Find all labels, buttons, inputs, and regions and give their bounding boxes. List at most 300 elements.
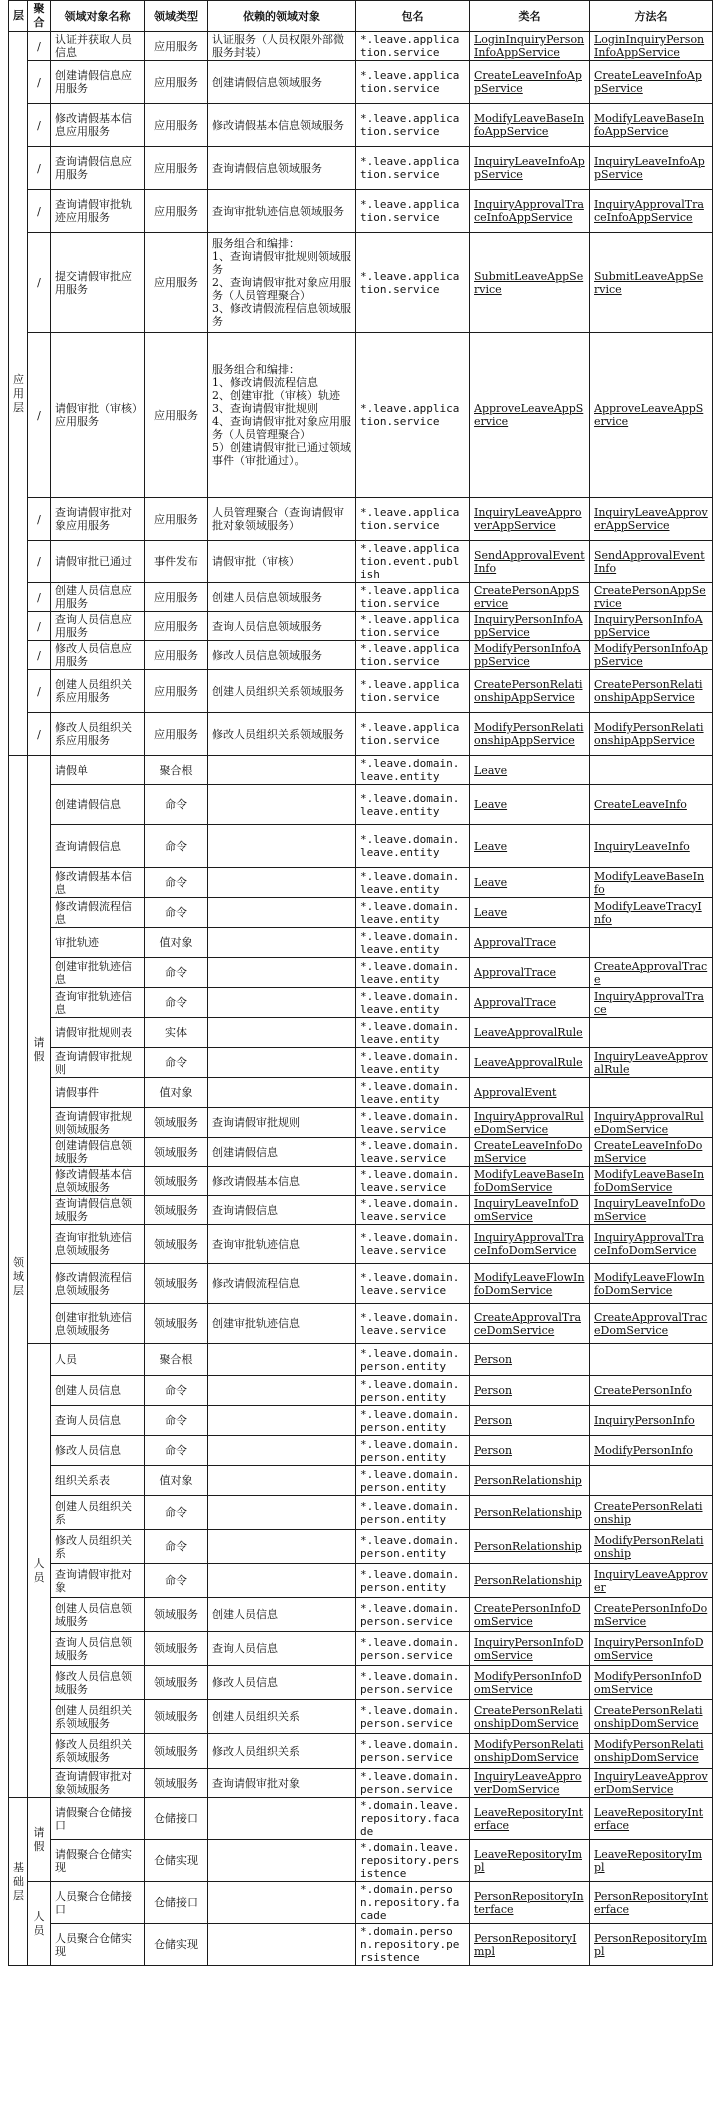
dependency-cell: 查询请假信息领域服务 — [208, 147, 356, 190]
class-name-cell: ApprovalTrace — [470, 958, 590, 988]
class-name-cell: InquiryApprovalTraceInfoDomService — [470, 1225, 590, 1264]
table-row — [9, 1496, 713, 1530]
method-name-cell: CreatePersonAppService — [590, 583, 713, 612]
domain-type-cell: 应用服务 — [145, 641, 208, 670]
class-name-cell: PersonRelationship — [470, 1530, 590, 1564]
table-row — [9, 1078, 713, 1108]
domain-type-cell: 领域服务 — [145, 1196, 208, 1225]
object-name-cell: 组织关系表 — [51, 1466, 145, 1496]
class-name-cell: CreateLeaveInfoAppService — [470, 61, 590, 104]
dependency-cell: 修改请假流程信息 — [208, 1264, 356, 1304]
package-cell: *.leave.domain.person.service — [356, 1598, 470, 1632]
object-name-cell: 创建人员组织关系应用服务 — [51, 670, 145, 713]
table-row — [9, 958, 713, 988]
method-name-cell: ModifyPersonRelationship — [590, 1530, 713, 1564]
method-name-cell: ModifyLeaveBaseInfoAppService — [590, 104, 713, 147]
class-name-cell: PersonRepositoryInterface — [470, 1882, 590, 1924]
dependency-cell — [208, 898, 356, 928]
class-name-cell: SendApprovalEventInfo — [470, 541, 590, 583]
table-row — [9, 61, 713, 104]
table-row — [9, 147, 713, 190]
package-cell: *.leave.domain.leave.service — [356, 1304, 470, 1344]
object-name-cell: 创建审批轨迹信息领域服务 — [51, 1304, 145, 1344]
dependency-cell — [208, 1078, 356, 1108]
object-name-cell: 查询请假审批规则领域服务 — [51, 1108, 145, 1138]
class-name-cell: PersonRelationship — [470, 1564, 590, 1598]
method-name-cell: InquiryPersonInfoAppService — [590, 612, 713, 641]
package-cell: *.domain.leave.repository.facade — [356, 1798, 470, 1840]
package-cell: *.leave.application.service — [356, 233, 470, 333]
domain-type-cell: 领域服务 — [145, 1632, 208, 1666]
dependency-cell — [208, 1018, 356, 1048]
dependency-cell — [208, 756, 356, 785]
aggregate-slash: / — [28, 498, 51, 541]
table-row — [9, 1734, 713, 1769]
domain-type-cell: 命令 — [145, 898, 208, 928]
domain-type-cell: 命令 — [145, 1436, 208, 1466]
class-name-cell: CreatePersonRelationshipAppService — [470, 670, 590, 713]
package-cell: *.leave.domain.person.service — [356, 1632, 470, 1666]
package-cell: *.leave.domain.leave.service — [356, 1196, 470, 1225]
package-cell: *.leave.application.service — [356, 190, 470, 233]
object-name-cell: 人员 — [51, 1344, 145, 1376]
table-row — [9, 1406, 713, 1436]
dependency-cell: 创建人员信息领域服务 — [208, 583, 356, 612]
method-name-cell: LeaveRepositoryImpl — [590, 1840, 713, 1882]
object-name-cell: 查询审批轨迹信息 — [51, 988, 145, 1018]
domain-type-cell: 应用服务 — [145, 333, 208, 498]
dependency-cell — [208, 785, 356, 825]
class-name-cell: InquiryPersonInfoAppService — [470, 612, 590, 641]
header-class: 类名 — [470, 1, 590, 32]
method-name-cell: PersonRepositoryImpl — [590, 1924, 713, 1966]
method-name-cell: ApproveLeaveAppService — [590, 333, 713, 498]
object-name-cell: 查询请假审批对象应用服务 — [51, 498, 145, 541]
dependency-cell — [208, 928, 356, 958]
class-name-cell: ModifyPersonInfoAppService — [470, 641, 590, 670]
method-name-cell: ModifyPersonInfoDomService — [590, 1666, 713, 1700]
header-row — [9, 1, 713, 32]
dependency-cell — [208, 1466, 356, 1496]
aggregate-slash: / — [28, 713, 51, 756]
method-name-cell — [590, 1018, 713, 1048]
method-name-cell: CreatePersonRelationship — [590, 1496, 713, 1530]
domain-type-cell: 值对象 — [145, 928, 208, 958]
table-row — [9, 1769, 713, 1798]
method-name-cell: CreateLeaveInfo — [590, 785, 713, 825]
object-name-cell: 修改请假基本信息领域服务 — [51, 1167, 145, 1196]
package-cell: *.leave.domain.leave.service — [356, 1264, 470, 1304]
layer-application — [9, 32, 28, 756]
table-row — [9, 1598, 713, 1632]
object-name-cell: 创建审批轨迹信息 — [51, 958, 145, 988]
domain-type-cell: 应用服务 — [145, 147, 208, 190]
domain-type-cell: 应用服务 — [145, 233, 208, 333]
method-name-cell: LoginInquiryPersonInfoAppService — [590, 32, 713, 61]
table-row — [9, 1798, 713, 1840]
class-name-cell: Person — [470, 1376, 590, 1406]
aggregate-slash: / — [28, 190, 51, 233]
table-row — [9, 670, 713, 713]
domain-type-cell: 领域服务 — [145, 1734, 208, 1769]
table-row — [9, 1632, 713, 1666]
domain-type-cell: 应用服务 — [145, 61, 208, 104]
method-name-cell: CreateLeaveInfoDomService — [590, 1138, 713, 1167]
domain-type-cell: 值对象 — [145, 1466, 208, 1496]
object-name-cell: 查询人员信息领域服务 — [51, 1632, 145, 1666]
class-name-cell: CreateApprovalTraceDomService — [470, 1304, 590, 1344]
dependency-cell — [208, 1564, 356, 1598]
class-name-cell: PersonRepositoryImpl — [470, 1924, 590, 1966]
table-row — [9, 988, 713, 1018]
table-row — [9, 1882, 713, 1924]
table-row — [9, 233, 713, 333]
method-name-cell: CreateLeaveInfoAppService — [590, 61, 713, 104]
object-name-cell: 请假聚合仓储实现 — [51, 1840, 145, 1882]
object-name-cell: 提交请假审批应用服务 — [51, 233, 145, 333]
package-cell: *.leave.domain.person.entity — [356, 1466, 470, 1496]
method-name-cell: ModifyLeaveBaseInfoDomService — [590, 1167, 713, 1196]
domain-type-cell: 领域服务 — [145, 1264, 208, 1304]
class-name-cell: Person — [470, 1406, 590, 1436]
package-cell: *.leave.domain.leave.entity — [356, 825, 470, 868]
method-name-cell: InquiryLeaveApproverAppService — [590, 498, 713, 541]
aggregate-slash: / — [28, 541, 51, 583]
header-domain-type: 领域类型 — [145, 1, 208, 32]
table-row — [9, 825, 713, 868]
object-name-cell: 查询请假信息领域服务 — [51, 1196, 145, 1225]
package-cell: *.leave.domain.person.entity — [356, 1496, 470, 1530]
package-cell: *.leave.domain.person.service — [356, 1734, 470, 1769]
package-cell: *.leave.application.service — [356, 612, 470, 641]
dependency-cell — [208, 1048, 356, 1078]
object-name-cell: 查询请假审批规则 — [51, 1048, 145, 1078]
package-cell: *.leave.domain.leave.entity — [356, 756, 470, 785]
object-name-cell: 请假事件 — [51, 1078, 145, 1108]
package-cell: *.leave.application.service — [356, 583, 470, 612]
object-name-cell: 请假聚合仓储接口 — [51, 1798, 145, 1840]
class-name-cell: Leave — [470, 785, 590, 825]
dependency-cell: 创建人员组织关系领域服务 — [208, 670, 356, 713]
class-name-cell: InquiryLeaveInfoDomService — [470, 1196, 590, 1225]
domain-type-cell: 命令 — [145, 825, 208, 868]
dependency-cell: 创建审批轨迹信息 — [208, 1304, 356, 1344]
domain-type-cell: 领域服务 — [145, 1225, 208, 1264]
object-name-cell: 查询请假审批对象 — [51, 1564, 145, 1598]
dependency-cell: 人员管理聚合（查询请假审批对象领域服务） — [208, 498, 356, 541]
header-method: 方法名 — [590, 1, 713, 32]
class-name-cell: InquiryLeaveInfoAppService — [470, 147, 590, 190]
method-name-cell: ModifyPersonRelationshipDomService — [590, 1734, 713, 1769]
domain-type-cell: 应用服务 — [145, 104, 208, 147]
method-name-cell: SendApprovalEventInfo — [590, 541, 713, 583]
table-row — [9, 756, 713, 785]
object-name-cell: 请假审批规则表 — [51, 1018, 145, 1048]
dependency-cell: 服务组合和编排： 1、查询请假审批规则领域服务 2、查询请假审批对象应用服务（人员管理聚合） 3、修改请假流程信息领域服务 — [208, 233, 356, 333]
domain-type-cell: 事件发布 — [145, 541, 208, 583]
dependency-cell — [208, 1840, 356, 1882]
package-cell: *.leave.domain.person.service — [356, 1666, 470, 1700]
domain-type-cell: 领域服务 — [145, 1167, 208, 1196]
method-name-cell: InquiryApprovalTrace — [590, 988, 713, 1018]
infra-aggregate-text: 请假 — [33, 1825, 45, 1853]
table-row — [9, 868, 713, 898]
table-row — [9, 1264, 713, 1304]
class-name-cell: InquiryApprovalTraceInfoAppService — [470, 190, 590, 233]
class-name-cell: ModifyPersonRelationshipDomService — [470, 1734, 590, 1769]
domain-type-cell: 应用服务 — [145, 713, 208, 756]
package-cell: *.leave.domain.person.entity — [356, 1344, 470, 1376]
dependency-cell: 创建人员信息 — [208, 1598, 356, 1632]
domain-type-cell: 值对象 — [145, 1078, 208, 1108]
table-row — [9, 785, 713, 825]
package-cell: *.leave.domain.leave.service — [356, 1167, 470, 1196]
dependency-cell: 创建请假信息 — [208, 1138, 356, 1167]
dependency-cell: 查询审批轨迹信息 — [208, 1225, 356, 1264]
object-name-cell: 修改请假流程信息领域服务 — [51, 1264, 145, 1304]
object-name-cell: 创建人员组织关系领域服务 — [51, 1700, 145, 1734]
package-cell: *.leave.domain.leave.entity — [356, 785, 470, 825]
domain-type-cell: 聚合根 — [145, 756, 208, 785]
method-name-cell: CreateApprovalTraceDomService — [590, 1304, 713, 1344]
domain-model-table — [8, 0, 713, 1966]
class-name-cell: Leave — [470, 868, 590, 898]
table-row — [9, 1196, 713, 1225]
dependency-cell: 修改请假基本信息 — [208, 1167, 356, 1196]
package-cell: *.leave.application.service — [356, 147, 470, 190]
domain-type-cell: 应用服务 — [145, 32, 208, 61]
infra-aggregate — [28, 1798, 51, 1882]
package-cell: *.leave.domain.leave.service — [356, 1108, 470, 1138]
method-name-cell: CreatePersonInfoDomService — [590, 1598, 713, 1632]
class-name-cell: LeaveRepositoryImpl — [470, 1840, 590, 1882]
dependency-cell — [208, 988, 356, 1018]
object-name-cell: 查询请假信息应用服务 — [51, 147, 145, 190]
object-name-cell: 请假审批已通过 — [51, 541, 145, 583]
object-name-cell: 修改人员信息领域服务 — [51, 1666, 145, 1700]
method-name-cell: LeaveRepositoryInterface — [590, 1798, 713, 1840]
class-name-cell: ModifyPersonInfoDomService — [470, 1666, 590, 1700]
class-name-cell: ApproveLeaveAppService — [470, 333, 590, 498]
object-name-cell: 创建人员组织关系 — [51, 1496, 145, 1530]
package-cell: *.leave.domain.leave.entity — [356, 898, 470, 928]
table-row — [9, 612, 713, 641]
dependency-cell — [208, 825, 356, 868]
package-cell: *.leave.application.service — [356, 498, 470, 541]
object-name-cell: 创建请假信息应用服务 — [51, 61, 145, 104]
package-cell: *.domain.leave.repository.persistence — [356, 1840, 470, 1882]
object-name-cell: 创建请假信息领域服务 — [51, 1138, 145, 1167]
aggregate-slash: / — [28, 104, 51, 147]
table-row — [9, 32, 713, 61]
class-name-cell: LeaveApprovalRule — [470, 1048, 590, 1078]
table-row — [9, 1225, 713, 1264]
class-name-cell: PersonRelationship — [470, 1466, 590, 1496]
dependency-cell: 修改人员信息领域服务 — [208, 641, 356, 670]
dependency-cell — [208, 1344, 356, 1376]
dependency-cell: 查询请假信息 — [208, 1196, 356, 1225]
domain-type-cell: 实体 — [145, 1018, 208, 1048]
table-row — [9, 928, 713, 958]
class-name-cell: Leave — [470, 756, 590, 785]
dependency-cell: 查询请假审批规则 — [208, 1108, 356, 1138]
object-name-cell: 创建人员信息应用服务 — [51, 583, 145, 612]
domain-type-cell: 仓储接口 — [145, 1882, 208, 1924]
method-name-cell: InquiryLeaveApproverDomService — [590, 1769, 713, 1798]
object-name-cell: 查询人员信息应用服务 — [51, 612, 145, 641]
method-name-cell: InquiryApprovalRuleDomService — [590, 1108, 713, 1138]
domain-type-cell: 领域服务 — [145, 1666, 208, 1700]
object-name-cell: 审批轨迹 — [51, 928, 145, 958]
package-cell: *.leave.application.service — [356, 61, 470, 104]
header-object-name: 领域对象名称 — [51, 1, 145, 32]
package-cell: *.leave.domain.leave.entity — [356, 958, 470, 988]
class-name-cell: Person — [470, 1344, 590, 1376]
object-name-cell: 请假审批（审核）应用服务 — [51, 333, 145, 498]
dependency-cell: 查询人员信息 — [208, 1632, 356, 1666]
domain-type-cell: 命令 — [145, 1048, 208, 1078]
package-cell: *.leave.domain.leave.entity — [356, 1078, 470, 1108]
table-body — [9, 32, 713, 1966]
package-cell: *.leave.domain.person.service — [356, 1700, 470, 1734]
aggregate-person — [28, 1344, 51, 1798]
header-aggregate: 聚合 — [28, 1, 51, 32]
package-cell: *.leave.application.service — [356, 641, 470, 670]
table-row — [9, 541, 713, 583]
domain-type-cell: 命令 — [145, 785, 208, 825]
aggregate-slash: / — [28, 670, 51, 713]
object-name-cell: 修改人员信息应用服务 — [51, 641, 145, 670]
dependency-cell: 修改请假基本信息领域服务 — [208, 104, 356, 147]
package-cell: *.domain.person.repository.persistence — [356, 1924, 470, 1966]
table-row — [9, 1924, 713, 1966]
package-cell: *.leave.domain.person.entity — [356, 1530, 470, 1564]
method-name-cell: InquiryLeaveApprovalRule — [590, 1048, 713, 1078]
object-name-cell: 查询请假审批对象领域服务 — [51, 1769, 145, 1798]
method-name-cell: InquiryLeaveApprover — [590, 1564, 713, 1598]
header-package: 包名 — [356, 1, 470, 32]
table-row — [9, 104, 713, 147]
domain-type-cell: 仓储实现 — [145, 1924, 208, 1966]
aggregate-slash: / — [28, 612, 51, 641]
dependency-cell: 服务组合和编排： 1、修改请假流程信息 2、创建审批（审核）轨迹 3、查询请假审批规则 4、查询请假审批对象应用服务（人员管理聚合） 5）创建请假审批已通过领域事件（审批通过）。 — [208, 333, 356, 498]
method-name-cell — [590, 1078, 713, 1108]
class-name-cell: Leave — [470, 825, 590, 868]
object-name-cell: 查询请假信息 — [51, 825, 145, 868]
table-row — [9, 1530, 713, 1564]
domain-type-cell: 仓储接口 — [145, 1798, 208, 1840]
object-name-cell: 创建人员信息 — [51, 1376, 145, 1406]
package-cell: *.leave.application.event.publish — [356, 541, 470, 583]
object-name-cell: 查询审批轨迹信息领域服务 — [51, 1225, 145, 1264]
package-cell: *.leave.domain.leave.entity — [356, 868, 470, 898]
dependency-cell — [208, 868, 356, 898]
aggregate-slash: / — [28, 583, 51, 612]
method-name-cell: InquiryLeaveInfoDomService — [590, 1196, 713, 1225]
method-name-cell: InquiryLeaveInfoAppService — [590, 147, 713, 190]
table-row — [9, 1018, 713, 1048]
class-name-cell: CreatePersonInfoDomService — [470, 1598, 590, 1632]
aggregate-leave — [28, 756, 51, 1344]
table-row — [9, 1840, 713, 1882]
dependency-cell: 请假审批（审核） — [208, 541, 356, 583]
table-row — [9, 1304, 713, 1344]
domain-type-cell: 领域服务 — [145, 1304, 208, 1344]
class-name-cell: InquiryLeaveApproverAppService — [470, 498, 590, 541]
object-name-cell: 创建人员信息领域服务 — [51, 1598, 145, 1632]
method-name-cell: InquiryApprovalTraceInfoDomService — [590, 1225, 713, 1264]
table-row — [9, 1564, 713, 1598]
dependency-cell: 创建请假信息领域服务 — [208, 61, 356, 104]
aggregate-slash: / — [28, 147, 51, 190]
domain-type-cell: 命令 — [145, 1496, 208, 1530]
dependency-cell — [208, 1376, 356, 1406]
table-row — [9, 1436, 713, 1466]
class-name-cell: CreatePersonRelationshipDomService — [470, 1700, 590, 1734]
header-layer: 层 — [9, 1, 28, 32]
table-row — [9, 1666, 713, 1700]
domain-type-cell: 命令 — [145, 1406, 208, 1436]
table-row — [9, 190, 713, 233]
infra-aggregate — [28, 1882, 51, 1966]
object-name-cell: 修改请假流程信息 — [51, 898, 145, 928]
aggregate-person-text: 人员 — [33, 1556, 45, 1584]
package-cell: *.leave.domain.leave.entity — [356, 1048, 470, 1078]
package-cell: *.leave.domain.person.service — [356, 1769, 470, 1798]
class-name-cell: CreatePersonAppService — [470, 583, 590, 612]
object-name-cell: 查询人员信息 — [51, 1406, 145, 1436]
method-name-cell: CreatePersonInfo — [590, 1376, 713, 1406]
package-cell: *.leave.domain.leave.entity — [356, 988, 470, 1018]
object-name-cell: 修改请假基本信息应用服务 — [51, 104, 145, 147]
domain-type-cell: 领域服务 — [145, 1138, 208, 1167]
package-cell: *.leave.domain.person.entity — [356, 1406, 470, 1436]
class-name-cell: ModifyLeaveFlowInfoDomService — [470, 1264, 590, 1304]
dependency-cell — [208, 1882, 356, 1924]
dependency-cell — [208, 958, 356, 988]
table-row — [9, 1700, 713, 1734]
object-name-cell: 查询请假审批轨迹应用服务 — [51, 190, 145, 233]
method-name-cell: ModifyLeaveTracyInfo — [590, 898, 713, 928]
method-name-cell: InquiryApprovalTraceInfoAppService — [590, 190, 713, 233]
class-name-cell: InquiryPersonInfoDomService — [470, 1632, 590, 1666]
domain-type-cell: 应用服务 — [145, 498, 208, 541]
table-row — [9, 1138, 713, 1167]
package-cell: *.leave.application.service — [356, 32, 470, 61]
dependency-cell: 修改人员信息 — [208, 1666, 356, 1700]
aggregate-slash: / — [28, 233, 51, 333]
method-name-cell: CreateApprovalTrace — [590, 958, 713, 988]
aggregate-leave-text: 请假 — [33, 1035, 45, 1063]
domain-type-cell: 命令 — [145, 988, 208, 1018]
dependency-cell — [208, 1406, 356, 1436]
method-name-cell: PersonRepositoryInterface — [590, 1882, 713, 1924]
layer-infrastructure-text: 基础层 — [13, 1860, 24, 1902]
infra-aggregate-text: 人员 — [33, 1909, 45, 1937]
method-name-cell: SubmitLeaveAppService — [590, 233, 713, 333]
class-name-cell: SubmitLeaveAppService — [470, 233, 590, 333]
package-cell: *.leave.application.service — [356, 713, 470, 756]
domain-type-cell: 领域服务 — [145, 1598, 208, 1632]
dependency-cell — [208, 1924, 356, 1966]
package-cell: *.leave.domain.leave.service — [356, 1138, 470, 1167]
object-name-cell: 请假单 — [51, 756, 145, 785]
aggregate-slash: / — [28, 641, 51, 670]
package-cell: *.leave.application.service — [356, 333, 470, 498]
class-name-cell: ModifyLeaveBaseInfoAppService — [470, 104, 590, 147]
domain-type-cell: 应用服务 — [145, 612, 208, 641]
class-name-cell: Person — [470, 1436, 590, 1466]
